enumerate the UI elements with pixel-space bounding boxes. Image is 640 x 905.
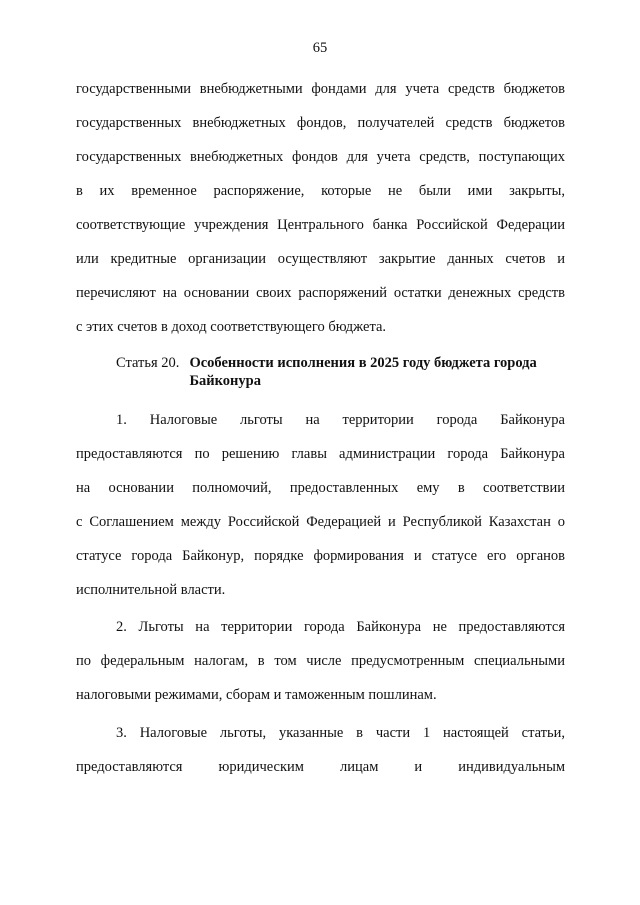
article-heading — [116, 354, 576, 390]
text-line: по федеральным налогам, в том числе предусмотренным специальными — [76, 653, 565, 669]
text-line: на основании полномочий, предоставленных ему в соответствии — [76, 480, 565, 496]
text-line: государственных внебюджетных фондов для учета средств, поступающих — [76, 149, 565, 165]
text-line: государственными внебюджетными фондами для учета средств бюджетов — [76, 81, 565, 97]
text-line: или кредитные организации осуществляют закрытие данных счетов и — [76, 251, 565, 267]
text-line: предоставляются по решению главы администрации города Байконура — [76, 446, 565, 462]
paragraph-3 — [76, 716, 565, 784]
text-line: 1. Налоговые льготы на территории города Байконура — [116, 412, 565, 428]
paragraph-1 — [76, 403, 565, 607]
text-line: статусе города Байконур, порядке формирования и статусе его органов — [76, 548, 565, 564]
text-line: в их временное распоряжение, которые не были ими закрыты, — [76, 183, 565, 199]
text-line: с этих счетов в доход соответствующего бюджета. — [76, 319, 387, 335]
text-line: соответствующие учреждения Центрального банка Российской Федерации — [76, 217, 565, 233]
text-line: предоставляются юридическим лицам и индивидуальным — [76, 759, 565, 775]
text-line: 2. Льготы на территории города Байконура не предоставляются — [116, 619, 565, 635]
text-line: государственных внебюджетных фондов, получателей средств бюджетов — [76, 115, 565, 131]
paragraph-2 — [76, 610, 565, 712]
page-number: 65 — [312, 40, 328, 56]
text-line: налоговыми режимами, сборам и таможенным пошлинам. — [76, 687, 437, 703]
text-line: перечисляют на основании своих распоряжений остатки денежных средств — [76, 285, 565, 301]
intro-paragraph — [76, 72, 565, 344]
article-label: Статья 20. — [116, 355, 180, 371]
article-title: Особенности исполнения в 2025 году бюджета города Байконура — [189, 355, 537, 389]
text-line: 3. Налоговые льготы, указанные в части 1 настоящей статьи, — [116, 725, 565, 741]
text-line: исполнительной власти. — [76, 582, 226, 598]
text-line: с Соглашением между Российской Федерацией и Республикой Казахстан о — [76, 514, 565, 530]
